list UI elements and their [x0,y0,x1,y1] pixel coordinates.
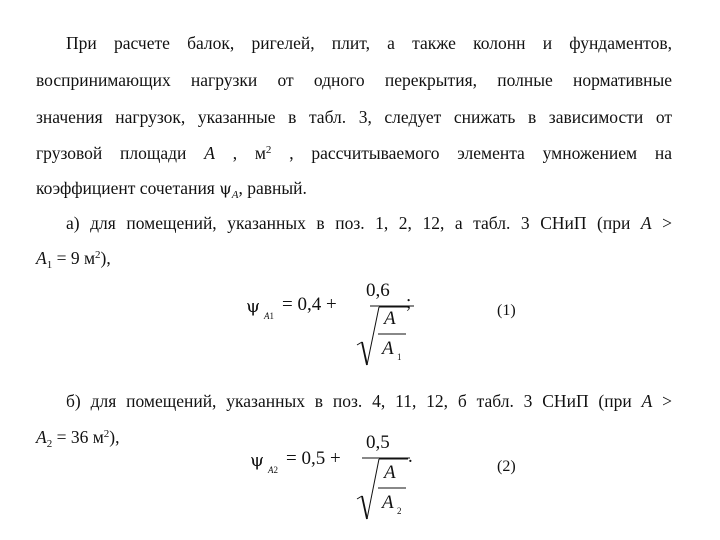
formula-2-tail: . [408,446,413,467]
item-a-a1-variable: А [36,248,47,268]
formula-1-lhs: = 0,4 + [282,294,337,315]
paragraph1-line5 [36,177,672,200]
paragraph1-line4-part-a: грузовой площади [36,143,205,163]
formula-2-numerator: 0,5 [366,432,390,453]
item-b-greater-than: > [662,391,672,411]
paragraph1-line3-text: значения нагрузок, указанные в табл. 3, следует снижать в зависимости от [36,107,672,127]
paragraph1-line2 [36,69,672,91]
paragraph1-line4-part-c: , рассчитываемого элемента умножением на [289,143,672,163]
formula-1-number: (1) [497,302,516,319]
formula-1-numerator: 0,6 [366,280,390,301]
item-b-a2-variable: А [36,427,47,447]
paragraph1-line1-text: При расчете балок, ригелей, плит, а также колонн и фундаментов, [66,33,672,53]
item-a-square-superscript: 2 [95,249,101,261]
formula-2-number: (2) [497,458,516,475]
item-a-a1-subscript: 1 [46,259,53,271]
item-a-greater-than: > [662,213,673,233]
formula-1-denom-top: A [384,308,396,329]
formula-2-lhs: = 0,5 + [286,448,341,469]
formula-2-denom-bottom: A [382,492,394,513]
paragraph1-line3 [36,106,672,128]
paragraph1-line5-part-b: , равный. [238,178,307,198]
formula-1 [246,278,446,368]
item-a-line1 [66,212,672,234]
formula-1-psi: ψ [246,296,261,317]
item-b-line1-text: б) для помещений, указанных в поз. 4, 11, 12, б табл. 3 СНиП (при [66,391,642,411]
item-a-area-variable: А [640,213,652,233]
formula-2 [250,430,450,522]
formula-1-denom-bottom-subscript: 1 [397,352,402,362]
item-a-line2 [36,247,672,269]
item-b-a2-subscript: 2 [46,438,53,450]
paragraph1-line4-part-b: , м [232,143,266,163]
formula-1-psi-subscript: A1 [264,311,274,321]
item-b-line2-part-b: = 36 м [52,427,104,447]
item-b-area-variable: А [641,391,653,411]
formula-2-denom-bottom-subscript: 2 [397,506,402,516]
formula-1-tail: ; [406,292,412,313]
formula-2-denom-top: A [384,462,396,483]
paragraph1-line2-text: воспринимающих нагрузки от одного перекрытия, полные нормативные [36,70,672,90]
paragraph1-line5-part-a: коэффициент сочетания [36,178,220,198]
area-variable: А [204,143,215,163]
psi-subscript: A [231,189,239,201]
item-b-line1 [66,390,672,412]
formula-2-psi: ψ [250,450,265,471]
item-a-line2-part-b: = 9 м [52,248,96,268]
item-b-line2-part-c: ), [109,427,120,447]
square-superscript: 2 [265,144,272,156]
formula-1-denom-bottom: A [382,338,394,359]
paragraph1-line1 [66,32,672,54]
item-a-line2-part-c: ), [100,248,111,268]
formula-2-psi-subscript: A2 [268,465,278,475]
psi-symbol: ψ [219,179,232,198]
paragraph1-line4 [36,142,672,164]
item-a-line1-text: а) для помещений, указанных в поз. 1, 2, 12, а табл. 3 СНиП (при [66,213,641,233]
item-b-square-superscript: 2 [103,428,110,440]
